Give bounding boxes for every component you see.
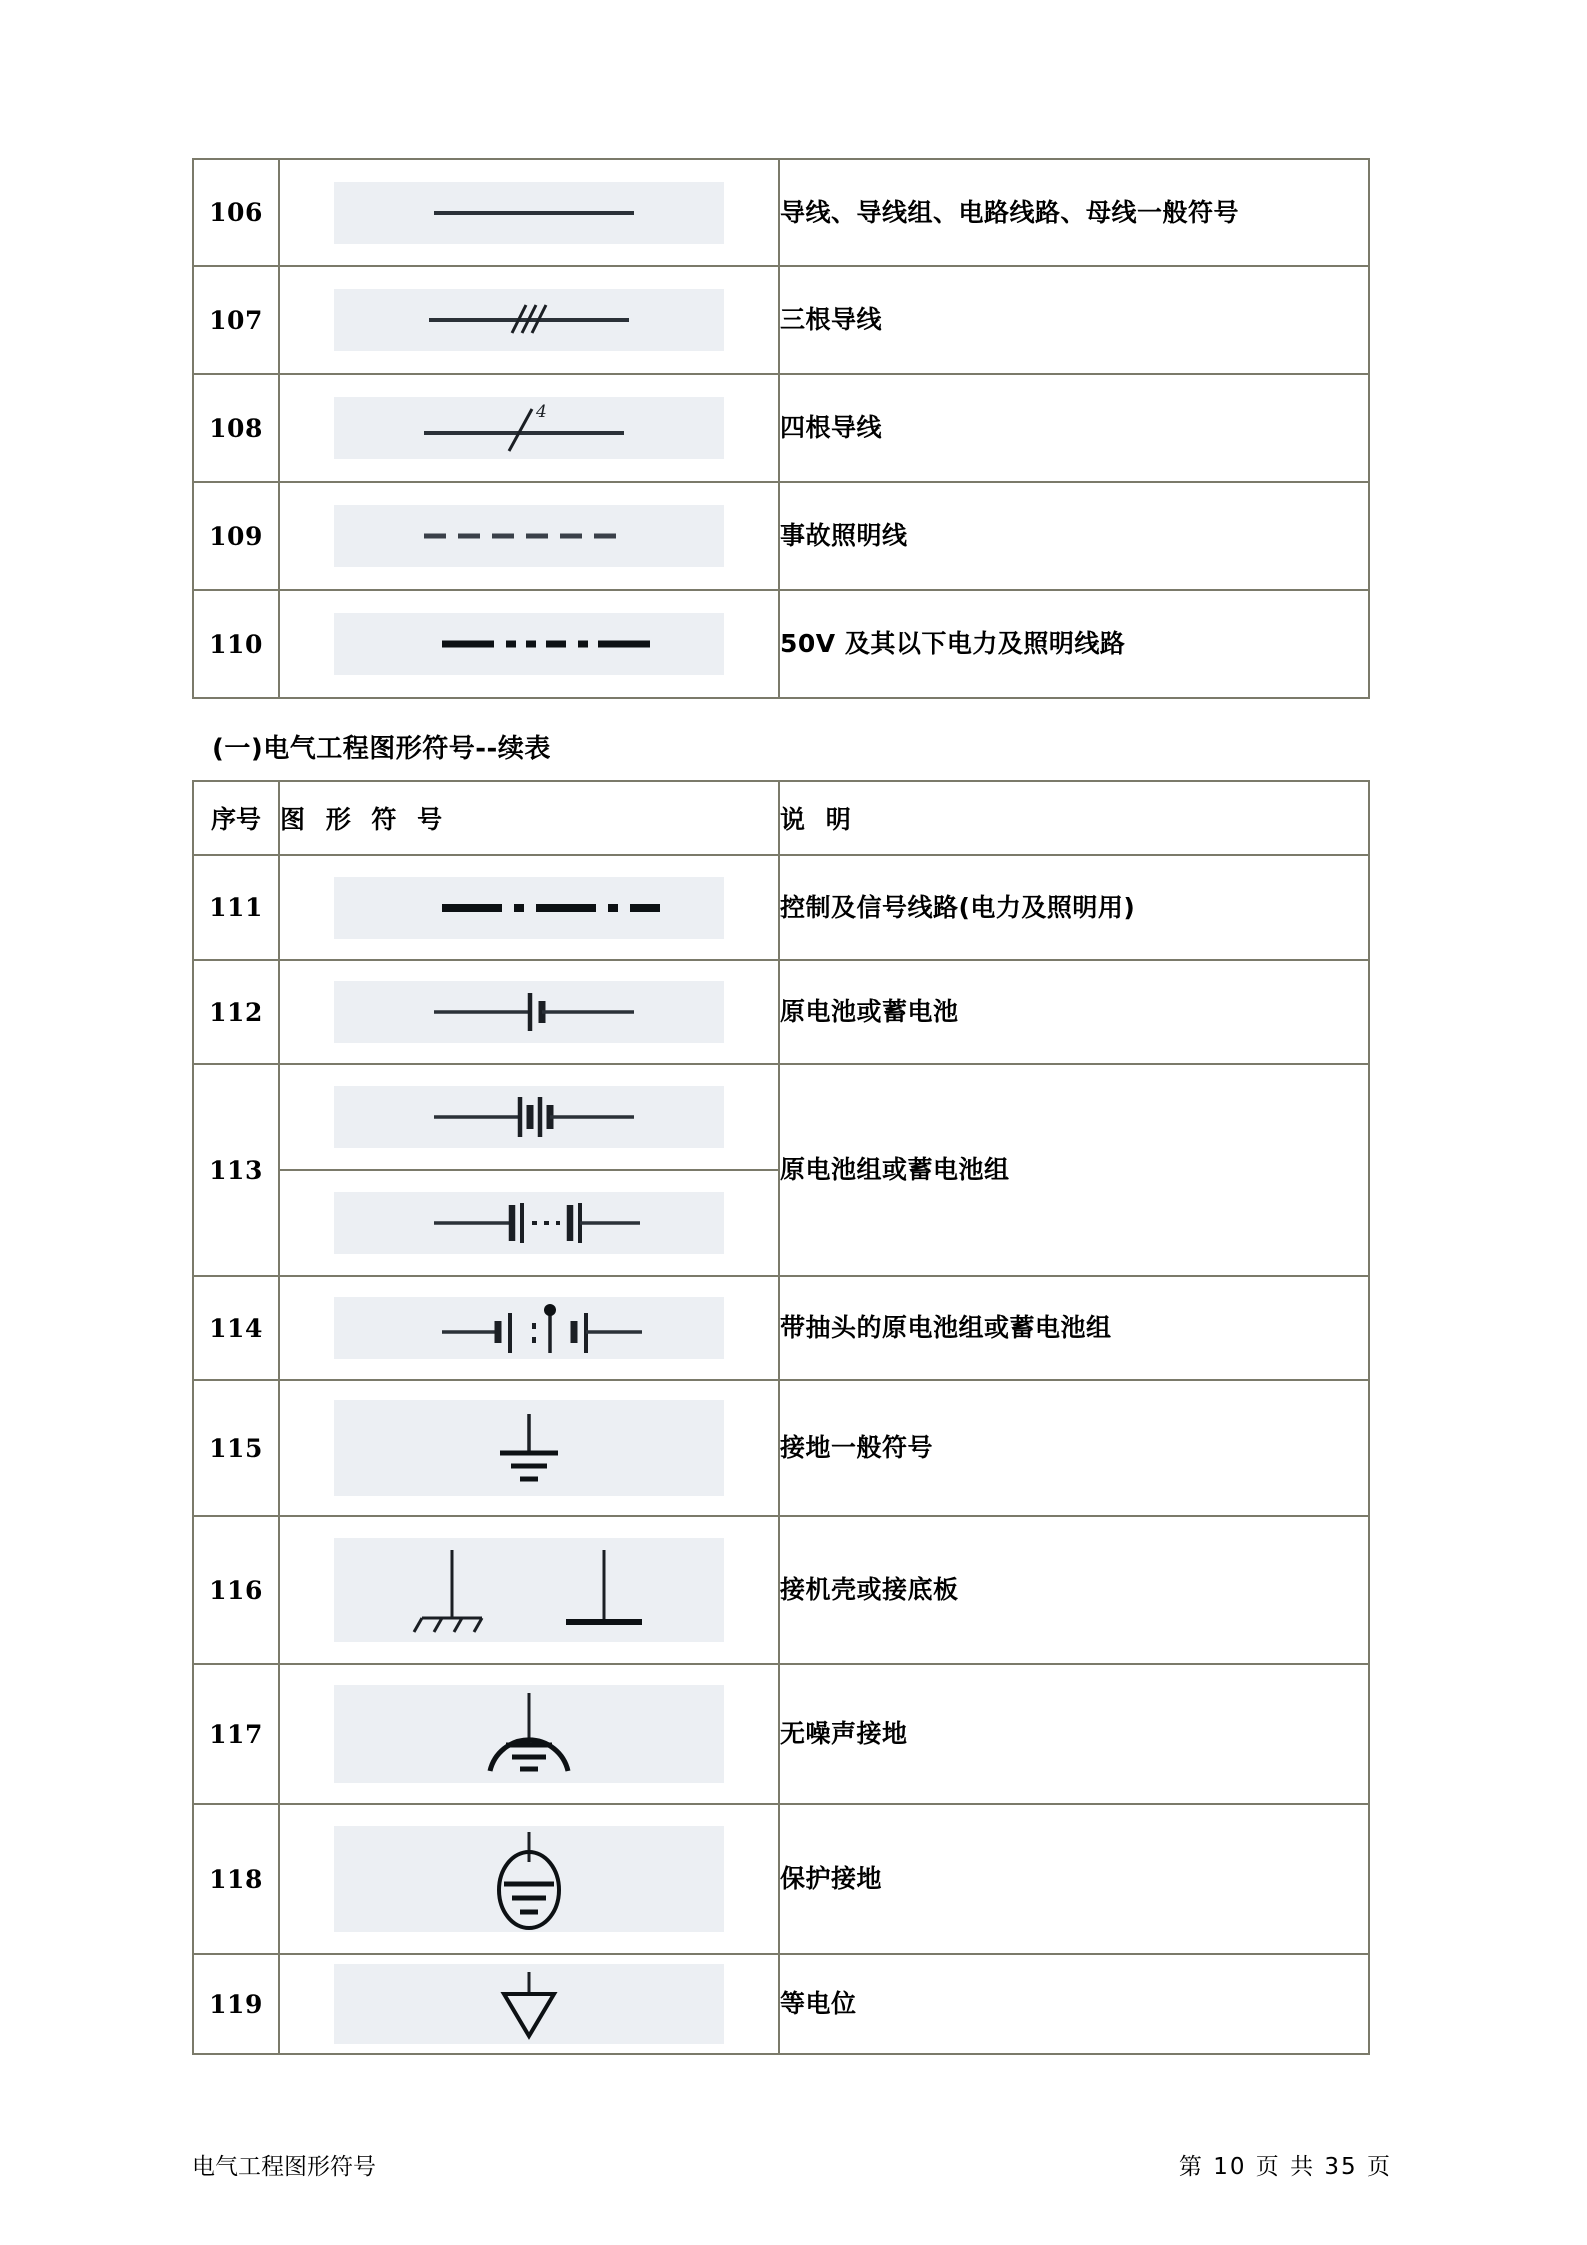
chassis-ground-symbol <box>334 1538 724 1642</box>
table-row <box>193 1380 1369 1516</box>
row-number-cell: 113 <box>193 1064 279 1276</box>
battery-bank-symbol-alt <box>334 1192 724 1254</box>
symbol-cell <box>279 590 779 698</box>
symbol-cell <box>279 1954 779 2054</box>
battery-bank-dotted-icon <box>334 1192 724 1254</box>
three-slash-line-symbol <box>334 289 724 351</box>
row-number-cell: 106 <box>193 159 279 266</box>
column-header-symbol: 图 形 符 号 <box>279 781 779 855</box>
row-number-cell: 108 <box>193 374 279 482</box>
plain-line-icon <box>334 182 724 244</box>
single-slash-four-symbol <box>334 397 724 459</box>
row-number-cell: 112 <box>193 960 279 1064</box>
description-cell: 控制及信号线路(电力及照明用) <box>779 855 1369 960</box>
description-cell: 三根导线 <box>779 266 1369 374</box>
table-header-row <box>193 781 1369 855</box>
dash-dot-line-symbol <box>334 877 724 939</box>
earth-ground-icon <box>334 1400 724 1496</box>
table-row <box>193 374 1369 482</box>
symbol-cell <box>279 266 779 374</box>
symbol-cell <box>279 482 779 590</box>
symbol-cell <box>279 855 779 960</box>
description-cell: 50V 及其以下电力及照明线路 <box>779 590 1369 698</box>
battery-cell-icon <box>334 981 724 1043</box>
row-number-cell: 115 <box>193 1380 279 1516</box>
description-cell: 保护接地 <box>779 1804 1369 1954</box>
row-number-cell: 116 <box>193 1516 279 1664</box>
single-cell-battery-symbol <box>334 981 724 1043</box>
table-row <box>193 1276 1369 1380</box>
table-row <box>193 855 1369 960</box>
table-row <box>193 1804 1369 1954</box>
symbol-cell <box>279 1516 779 1664</box>
footer-document-title: 电气工程图形符号 <box>192 2154 376 2180</box>
dashed-line-symbol <box>334 505 724 567</box>
table-row <box>193 482 1369 590</box>
description-cell: 无噪声接地 <box>779 1664 1369 1804</box>
row-number-cell: 110 <box>193 590 279 698</box>
symbol-cell <box>279 159 779 266</box>
symbol-cell <box>279 1380 779 1516</box>
equipotential-icon <box>334 1964 724 2044</box>
row-number-cell: 118 <box>193 1804 279 1954</box>
table-row <box>193 159 1369 266</box>
battery-bank-symbol <box>334 1086 724 1148</box>
description-cell: 等电位 <box>779 1954 1369 2054</box>
table-row <box>193 590 1369 698</box>
equipotential-symbol <box>334 1964 724 2044</box>
noiseless-earth-symbol <box>334 1685 724 1783</box>
dash-dot-dot-line-symbol <box>334 613 724 675</box>
symbol-cell <box>279 1170 779 1276</box>
description-cell: 接地一般符号 <box>779 1380 1369 1516</box>
section-caption: (一)电气工程图形符号--续表 <box>212 734 551 764</box>
protective-earth-icon <box>334 1826 724 1932</box>
description-cell: 四根导线 <box>779 374 1369 482</box>
three-conductor-icon <box>334 289 724 351</box>
description-cell: 接机壳或接底板 <box>779 1516 1369 1664</box>
symbol-cell <box>279 374 779 482</box>
table-row <box>193 960 1369 1064</box>
symbol-cell <box>279 1664 779 1804</box>
row-number-cell: 109 <box>193 482 279 590</box>
column-header-no: 序号 <box>193 781 279 855</box>
dash-dot-icon <box>334 877 724 939</box>
protective-earth-symbol <box>334 1826 724 1932</box>
tapped-battery-icon <box>334 1297 724 1359</box>
dashed-line-icon <box>334 505 724 567</box>
noiseless-earth-icon <box>334 1685 724 1783</box>
symbol-cell <box>279 1276 779 1380</box>
symbol-table-top <box>192 158 1370 699</box>
description-cell: 导线、导线组、电路线路、母线一般符号 <box>779 159 1369 266</box>
page-footer <box>192 2148 1392 2181</box>
description-cell: 事故照明线 <box>779 482 1369 590</box>
battery-bank-icon <box>334 1086 724 1148</box>
table-row <box>193 1954 1369 2054</box>
column-header-desc: 说 明 <box>779 781 1369 855</box>
description-cell: 原电池组或蓄电池组 <box>779 1064 1369 1276</box>
row-number-cell: 111 <box>193 855 279 960</box>
tapped-battery-symbol <box>334 1297 724 1359</box>
four-conductor-icon <box>334 397 724 459</box>
table-row <box>193 1664 1369 1804</box>
dash-dot-dot-icon <box>334 613 724 675</box>
symbol-cell <box>279 1064 779 1170</box>
row-number-cell: 117 <box>193 1664 279 1804</box>
symbol-cell <box>279 1804 779 1954</box>
row-number-cell: 114 <box>193 1276 279 1380</box>
row-number-cell: 119 <box>193 1954 279 2054</box>
row-number-cell: 107 <box>193 266 279 374</box>
description-cell: 原电池或蓄电池 <box>779 960 1369 1064</box>
table-row <box>193 1064 1369 1170</box>
footer-page-number: 第 10 页 共 35 页 <box>1178 2154 1392 2180</box>
earth-ground-symbol <box>334 1400 724 1496</box>
table-row <box>193 1516 1369 1664</box>
table-row <box>193 266 1369 374</box>
chassis-ground-icon <box>334 1538 724 1642</box>
symbol-table-bottom <box>192 780 1370 2055</box>
plain-line-symbol <box>334 182 724 244</box>
symbol-cell <box>279 960 779 1064</box>
description-cell: 带抽头的原电池组或蓄电池组 <box>779 1276 1369 1380</box>
slash-count-label: 4 <box>536 402 547 422</box>
